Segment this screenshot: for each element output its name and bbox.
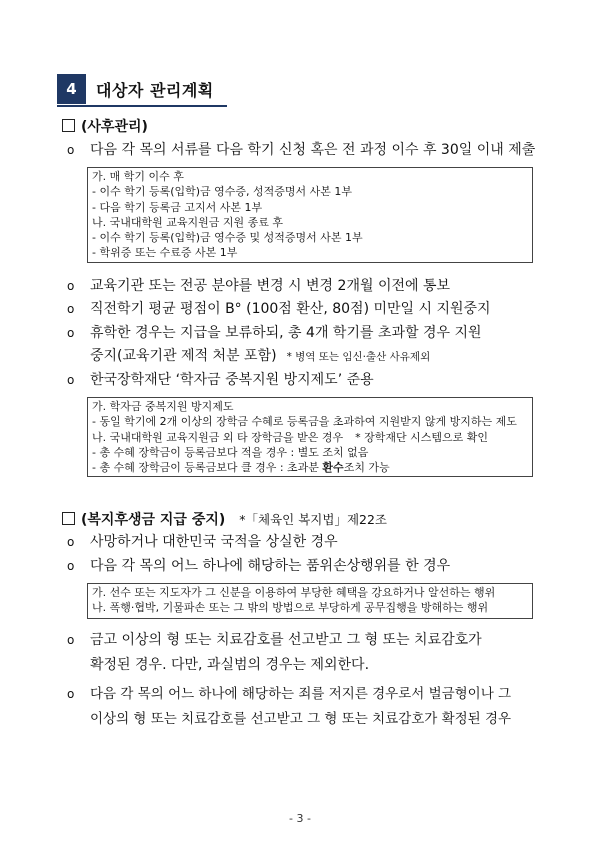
list-item-text: 다음 각 목의 서류를 다음 학기 신청 혹은 전 과정 이수 후 30일 이내 제출	[90, 142, 536, 158]
box-line-text: - 총 수혜 장학금이 등록금보다 클 경우 : 초과분	[92, 461, 323, 475]
suspension-law-note: *「체육인 복지법」제22조	[239, 512, 387, 527]
section-number: 4	[57, 74, 86, 104]
list-item-text: 중지(교육기관 제적 처분 포함)	[90, 348, 277, 364]
circle-bullet-icon: o	[67, 302, 75, 316]
checkbox-square-icon	[62, 512, 75, 525]
box-line-note: * 장학재단 시스템으로 확인	[355, 430, 488, 444]
circle-bullet-icon: o	[67, 326, 75, 340]
post-management-header	[62, 116, 148, 136]
box-line: - 학위증 또는 수료증 사본 1부	[92, 246, 238, 260]
list-item-continuation: 확정된 경우. 다만, 과실범의 경우는 제외한다.	[90, 657, 370, 673]
circle-bullet-icon: o	[67, 633, 75, 647]
list-item-continuation	[90, 345, 430, 368]
circle-bullet-icon: o	[67, 687, 75, 701]
section-title: 대상자 관리계획	[96, 80, 214, 100]
page-number: - 3 -	[289, 812, 311, 825]
list-item-text: 사망하거나 대한민국 국적을 상실한 경우	[90, 534, 338, 550]
box-line: - 다음 학기 등록금 고지서 사본 1부	[92, 200, 263, 214]
list-item-text: 직전학기 평균 평점이 B° (100점 환산, 80점) 미만일 시 지원중지	[90, 301, 491, 317]
circle-bullet-icon: o	[67, 143, 75, 157]
box-line: 가. 학자금 중복지원 방지제도	[92, 400, 234, 413]
list-item-text: 한국장학재단 ‘학자금 중복지원 방지제도’ 준용	[90, 372, 374, 388]
circle-bullet-icon: o	[67, 279, 75, 293]
list-item-text: 다음 각 목의 어느 하나에 해당하는 죄를 저지른 경우로서 벌금형이나 그	[90, 686, 512, 702]
misconduct-box	[87, 583, 533, 619]
documents-box	[87, 167, 533, 263]
list-item-text: 다음 각 목의 어느 하나에 해당하는 품위손상행위를 한 경우	[90, 558, 451, 574]
box-line: 가. 선수 또는 지도자가 그 신분을 이용하여 부당한 혜택을 강요하거나 알선하는 행위	[92, 586, 496, 599]
box-line-emphasis: 환수	[322, 461, 344, 475]
circle-bullet-icon: o	[67, 373, 75, 387]
box-line-text: 조치 가능	[343, 461, 390, 475]
list-item-continuation: 이상의 형 또는 치료감호를 선고받고 그 형 또는 치료감호가 확정된 경우	[90, 711, 512, 727]
circle-bullet-icon: o	[67, 559, 75, 573]
box-line	[92, 430, 532, 445]
box-line: - 이수 학기 등록(입학)금 영수증, 성적증명서 사본 1부	[92, 185, 353, 199]
box-line: 나. 국내대학원 교육지원금 지원 종료 후	[92, 215, 283, 229]
box-line: - 이수 학기 등록(입학)금 영수증 및 성적증명서 사본 1부	[92, 231, 363, 245]
suspension-header-text: (복지후생금 지급 중지)	[81, 512, 226, 528]
box-line: - 총 수혜 장학금이 등록금보다 적을 경우 : 별도 조치 없음	[92, 445, 369, 459]
list-item-text: 휴학한 경우는 지급을 보류하되, 총 4개 학기를 초과할 경우 지원	[90, 325, 482, 341]
list-item-text: 금고 이상의 형 또는 치료감호를 선고받고 그 형 또는 치료감호가	[90, 632, 482, 648]
duplicate-support-box	[87, 397, 533, 477]
suspension-header	[62, 509, 387, 529]
box-line	[92, 460, 532, 475]
list-item-text: 교육기관 또는 전공 분야를 변경 시 변경 2개월 이전에 통보	[90, 278, 451, 294]
box-line: - 동일 학기에 2개 이상의 장학금 수혜로 등록금을 초과하여 지원받지 않게 방지하는 제도	[92, 415, 517, 429]
post-management-header-text: (사후관리)	[81, 119, 148, 135]
box-line: 가. 매 학기 이수 후	[92, 170, 184, 183]
list-item-note: * 병역 또는 임신·출산 사유제외	[286, 351, 431, 363]
box-line: 나. 폭행·협박, 기물파손 또는 그 밖의 방법으로 부당하게 공무집행을 방해하는 행위	[92, 601, 489, 615]
checkbox-square-icon	[62, 119, 75, 132]
box-line-text: 나. 국내대학원 교육지원금 외 타 장학금을 받은 경우	[92, 430, 344, 444]
circle-bullet-icon: o	[67, 535, 75, 549]
section-underline	[57, 105, 227, 107]
